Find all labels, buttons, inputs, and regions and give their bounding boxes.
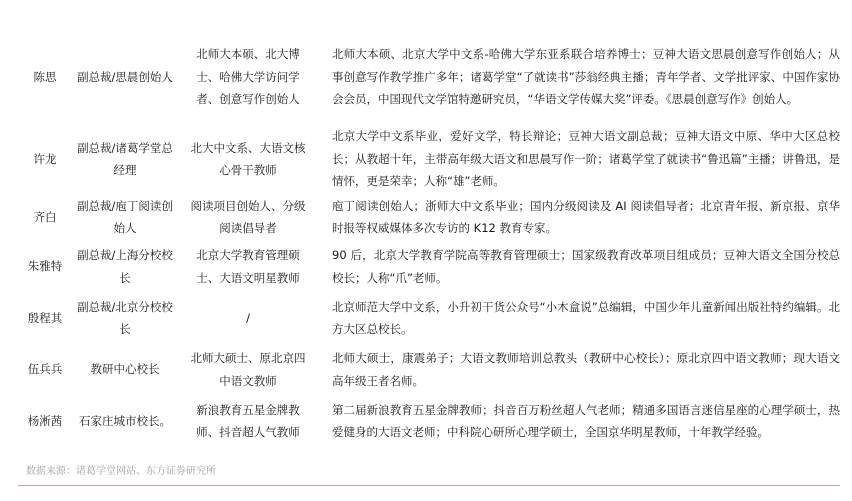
bottom-divider (18, 485, 840, 486)
person-education: 阅读项目创始人、分级阅读倡导者 (190, 198, 306, 235)
person-bio: 北师大本硕、北京大学中文系-哈佛大学东亚系联合培养博士；豆神大语文思晨创意写作创始人；从事创意写作教学推广多年；诸葛学堂“了就读书”莎翁经典主播；青年学者、文学批评家、中国作家协会会员，中国现代文学馆特邀研究员，“华语文学传媒大奖”评委。《思晨创意写作》创始人。 (332, 47, 840, 107)
table-row (18, 293, 840, 343)
person-bio: 庖丁阅读创始人；浙师大中文系毕业；国内分级阅读及 AI 阅读倡导者；北京青年报、新京报、京华时报等权威媒体多次专访的 K12 教育专家。 (332, 198, 840, 235)
person-bio: 北师大硕士，康震弟子；大语文教师培训总教头（教研中心校长）；原北京四中语文教师；现大语文高年级王者名师。 (332, 351, 840, 388)
person-name: 杨淅茜 (27, 413, 63, 428)
person-name: 朱雅特 (27, 259, 63, 274)
source-note: 数据来源：诸葛学堂网站、东方证券研究所 (26, 466, 216, 477)
person-education: 北大中文系、大语文核心骨干教师 (190, 140, 306, 177)
person-title: 副总裁/思晨创始人 (77, 69, 173, 84)
table-row (18, 240, 840, 293)
person-education: 北师大本硕、北大博士、哈佛大学访问学者、创意写作创始人 (196, 47, 300, 107)
person-education: / (246, 310, 250, 325)
person-name: 陈思 (33, 69, 57, 84)
person-title: 副总裁/北京分校校长 (77, 299, 173, 336)
person-education: 北师大硕士、原北京四中语文教师 (190, 351, 306, 388)
person-name: 齐白 (33, 209, 57, 224)
person-title: 石家庄城市校长。 (79, 413, 171, 428)
person-title: 副总裁/上海分校校长 (77, 248, 173, 285)
person-name: 殷程其 (27, 310, 63, 325)
table-row (18, 124, 840, 194)
person-name: 许龙 (33, 151, 57, 166)
person-bio: 90 后，北京大学教育学院高等教育管理硕士；国家级教育改革项目组成员；豆神大语文全国分校总校长；人称“爪”老师。 (332, 248, 840, 285)
person-education: 北京大学教育管理硕士、大语文明星教师 (196, 248, 300, 285)
person-title: 教研中心校长 (90, 362, 160, 377)
person-title: 副总裁/诸葛学堂总经理 (77, 140, 173, 177)
person-bio: 第二届新浪教育五星金牌教师；抖音百万粉丝超人气老师；精通多国语言迷信星座的心理学硕士，热爱健身的大语文老师；中科院心研所心理学硕士，全国京华明星教师，十年教学经验。 (332, 402, 840, 439)
table-row (18, 30, 840, 124)
person-bio: 北京师范大学中文系，小升初干货公众号“小木盒说”总编辑，中国少年儿童新闻出版社特约编辑。北方大区总校长。 (332, 299, 840, 336)
person-bio: 北京大学中文系毕业，爱好文学，特长辩论；豆神大语文副总裁；豆神大语文中原、华中大区总校长；从教超十年，主带高年级大语文和思晨写作一阶；诸葛学堂了就读书“鲁迅篇”主播；讲鲁迅，是情怀，更是荣幸；人称“雄”老师。 (332, 129, 840, 189)
table-row (18, 396, 840, 446)
staff-table (18, 30, 840, 446)
table-row (18, 194, 840, 240)
person-name: 伍兵兵 (27, 362, 63, 377)
table-row (18, 343, 840, 396)
person-education: 新浪教育五星金牌教师、抖音超人气教师 (196, 402, 300, 439)
staff-table-body (18, 30, 840, 446)
person-title: 副总裁/庖丁阅读创始人 (77, 198, 173, 235)
